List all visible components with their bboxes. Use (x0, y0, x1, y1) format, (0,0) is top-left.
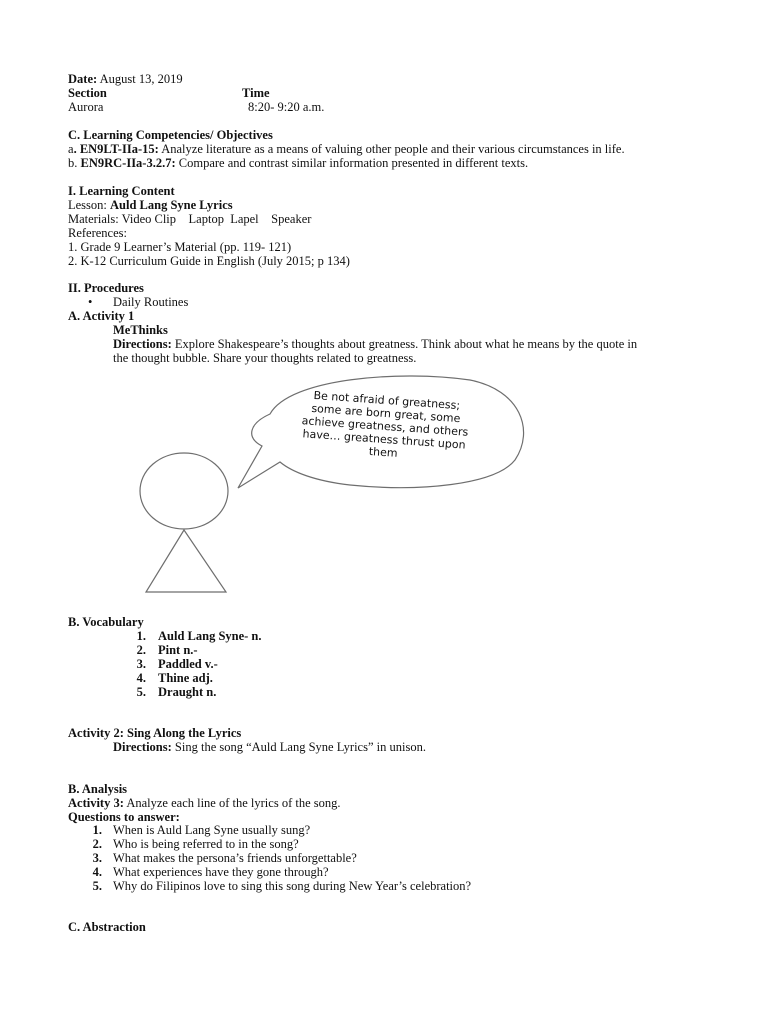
competency-a-prefix: a (68, 142, 74, 156)
materials-line: Materials: Video Clip Laptop Lapel Speaker (68, 212, 312, 226)
time-label: Time (242, 86, 270, 100)
question-text: What makes the persona’s friends unforgettable? (113, 851, 357, 865)
vocab-term: Paddled v.- (158, 657, 218, 671)
stick-figure-body (146, 530, 226, 592)
section-value: Aurora (68, 100, 104, 114)
references-label: References: (68, 226, 127, 240)
content-heading: I. Learning Content (68, 184, 175, 198)
procedures-heading: II. Procedures (68, 281, 144, 295)
vocab-term: Draught n. (158, 685, 217, 699)
vocab-term: Pint n.- (158, 643, 198, 657)
question-text: What experiences have they gone through? (113, 865, 329, 879)
activity2-directions (113, 740, 426, 754)
bullet-text: Daily Routines (113, 295, 189, 309)
competencies-heading: C. Learning Competencies/ Objectives (68, 128, 273, 142)
competency-b-prefix: b. (68, 156, 81, 170)
question-text: Who is being referred to in the song? (113, 837, 299, 851)
competency-b-text: Compare and contrast similar information presented in different texts. (175, 156, 529, 170)
activity3-line (68, 796, 341, 810)
competency-a-text: Analyze literature as a means of valuing other people and their various circumstances in life. (158, 142, 625, 156)
lesson-label: Lesson: (68, 198, 111, 212)
activity2-directions-text: Sing the song “Auld Lang Syne Lyrics” in unison. (171, 740, 426, 754)
date-value: August 13, 2019 (99, 72, 183, 86)
activity1-directions-line2: the thought bubble. Share your thoughts related to greatness. (113, 351, 417, 365)
lesson-value: Auld Lang Syne Lyrics (110, 198, 233, 212)
question-text: When is Auld Lang Syne usually sung? (113, 823, 311, 837)
reference-1: 1. Grade 9 Learner’s Material (pp. 119- 121) (68, 240, 292, 254)
abstraction-heading: C. Abstraction (68, 920, 146, 934)
question-text: Why do Filipinos love to sing this song during New Year’s celebration? (113, 879, 472, 893)
activity3-text: Analyze each line of the lyrics of the song. (123, 796, 341, 810)
stick-figure-head (140, 453, 228, 529)
directions-label: Directions: (113, 337, 172, 351)
bubble-quote: Be not afraid of greatness; some are born great, some achieve greatness, and others have… greatness thrust upon them (301, 388, 469, 460)
activity2-directions-label: Directions: (113, 740, 172, 754)
activity1-heading: A. Activity 1 (68, 309, 135, 323)
analysis-heading: B. Analysis (68, 782, 128, 796)
competency-a-code: . EN9LT-IIa-15: (73, 142, 159, 156)
vocab-term: Thine adj. (158, 671, 213, 685)
reference-2: 2. K-12 Curriculum Guide in English (July 2015; p 134) (68, 254, 350, 268)
activity2-heading: Activity 2: Sing Along the Lyrics (68, 726, 242, 740)
vocabulary-heading: B. Vocabulary (68, 615, 144, 629)
section-label: Section (68, 86, 107, 100)
activity1-title: MeThinks (113, 323, 168, 337)
bullet-icon: • (88, 295, 93, 309)
competency-b-code: EN9RC-IIa-3.2.7: (80, 156, 176, 170)
directions-text-1: Explore Shakespeare’s thoughts about greatness. Think about what he means by the quote in (171, 337, 638, 351)
questions-heading: Questions to answer: (68, 810, 180, 824)
document-page: Date: August 13, 2019 Section Time Aurora 8:20- 9:20 a.m. C. Learning Competencies/ Objectives a. EN9LT-IIa-15: Analyze literature as a means of valuing other people and their various circumstances in life. b. EN9RC-IIa-3.2.7: Compare and contrast similar information presented in different texts. I. Learning Content Lesson: Auld Lang Syne Lyrics Materials: Video Clip Laptop Lapel Speaker References: 1. Grade 9 Learner’s Material (pp. 119- 121) 2. K-12 Curriculum Guide in English (July 2015; p 134) II. Procedures • Daily Routines A. Activity 1 MeThinks Directions: Explore Shakespeare’s thoughts about greatness. Think about what he means by the quote in the thought bubble. Share your thoughts related to greatness. Be not afraid of greatness; some are born great, some achieve greatness, and others have… greatness thrust upon them B. Vocabulary 1. Auld Lang Syne- n. 2. Pint n.- 3. Paddled v.- 4. Thine adj. 5. Draught n. Activity 2: Sing Along the Lyrics Directions: Sing the song “Auld Lang Syne Lyrics” in unison. B. Analysis Activity 3: Analyze each line of the lyrics of the song. Questions to answer: 1. When is Auld Lang Syne usually sung? 2. Who is being referred to in the song? 3. What makes the persona’s friends unforgettable? 4. What experiences have they gone through? 5. Why do Filipinos love to sing this song during New Year’s celebration? C. Abstraction (0, 0, 768, 1024)
vocab-term: Auld Lang Syne- n. (158, 629, 262, 643)
time-value: 8:20- 9:20 a.m. (248, 100, 325, 114)
activity3-label: Activity 3: (68, 796, 124, 810)
date-label: Date: (68, 72, 98, 86)
